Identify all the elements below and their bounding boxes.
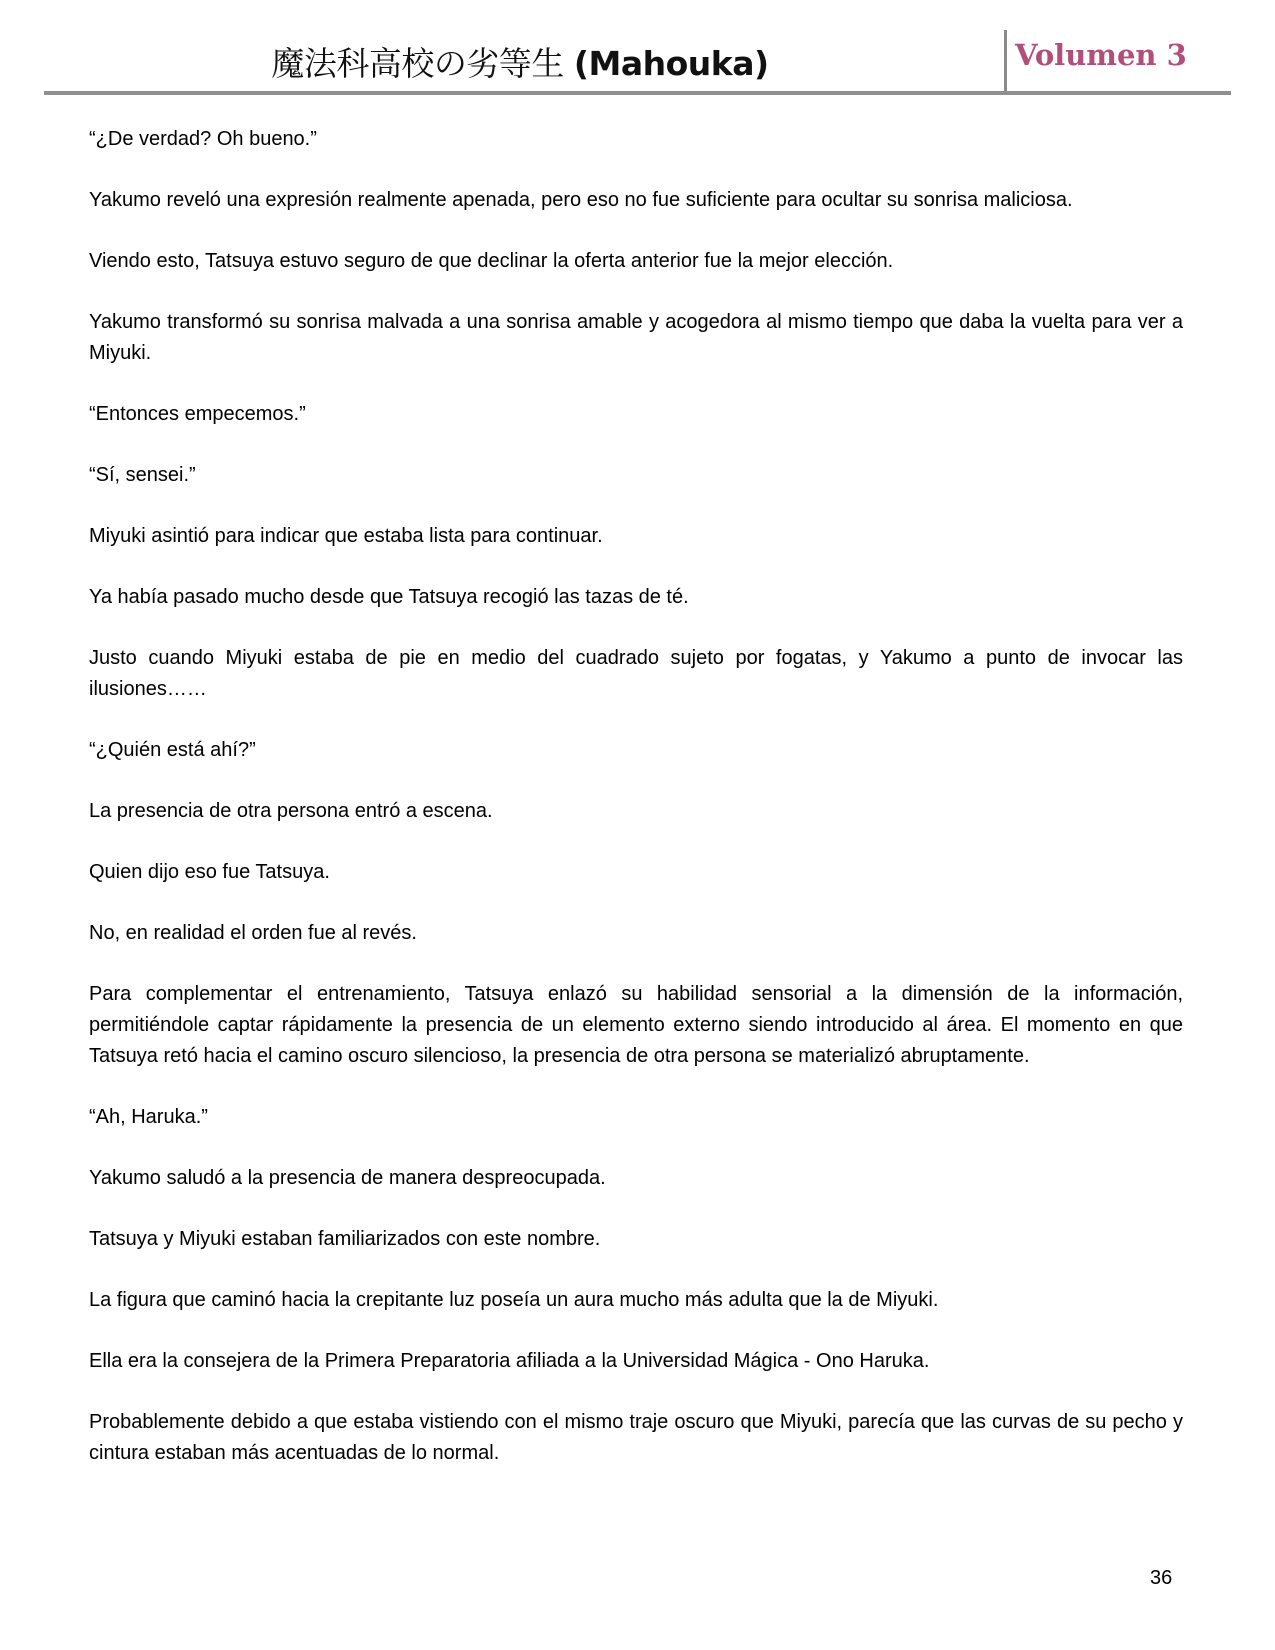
paragraph: Viendo esto, Tatsuya estuvo seguro de que declinar la oferta anterior fue la mejor elección. bbox=[89, 250, 894, 272]
paragraph: Yakumo reveló una expresión realmente apenada, pero eso no fue suficiente para ocultar su sonrisa maliciosa. bbox=[89, 189, 1073, 211]
paragraph: La presencia de otra persona entró a escena. bbox=[89, 800, 493, 822]
paragraph: Miyuki asintió para indicar que estaba lista para continuar. bbox=[89, 525, 603, 547]
paragraph: Quien dijo eso fue Tatsuya. bbox=[89, 861, 330, 883]
header-rule bbox=[44, 91, 1231, 95]
paragraph: Probablemente debido a que estaba vistiendo con el mismo traje oscuro que Miyuki, parecía que las curvas de su pecho y cintura estaban más acentuadas de lo normal. bbox=[89, 1411, 1183, 1464]
page-body bbox=[89, 124, 1183, 1499]
paragraph: Yakumo saludó a la presencia de manera despreocupada. bbox=[89, 1167, 606, 1189]
book-title bbox=[240, 38, 800, 85]
header-divider bbox=[1004, 30, 1007, 92]
paragraph: La figura que caminó hacia la crepitante luz poseía un aura mucho más adulta que la de Miyuki. bbox=[89, 1289, 939, 1311]
paragraph: Ya había pasado mucho desde que Tatsuya recogió las tazas de té. bbox=[89, 586, 689, 608]
paragraph: “Sí, sensei.” bbox=[89, 464, 196, 486]
page-header bbox=[0, 0, 1275, 100]
paragraph: Ella era la consejera de la Primera Preparatoria afiliada a la Universidad Mágica - Ono Haruka. bbox=[89, 1350, 930, 1372]
paragraph: “¿Quién está ahí?” bbox=[89, 739, 256, 761]
paragraph: Para complementar el entrenamiento, Tatsuya enlazó su habilidad sensorial a la dimensión de la información, permitiéndole captar rápidamente la presencia de un elemento externo siendo introducido al área. El momento en que Tatsuya retó hacia el camino oscuro silencioso, la presencia de otra persona se materializó abruptamente. bbox=[89, 983, 1183, 1067]
paragraph: “Entonces empecemos.” bbox=[89, 403, 306, 425]
paragraph: Tatsuya y Miyuki estaban familiarizados con este nombre. bbox=[89, 1228, 601, 1250]
book-title-romaji: (Mahouka) bbox=[573, 44, 769, 83]
paragraph: “¿De verdad? Oh bueno.” bbox=[89, 128, 317, 150]
paragraph: Yakumo transformó su sonrisa malvada a una sonrisa amable y acogedora al mismo tiempo que daba la vuelta para ver a Miyuki. bbox=[89, 311, 1183, 364]
page-number: 36 bbox=[1150, 1567, 1173, 1589]
volume-label: Volumen 3 bbox=[1015, 38, 1187, 72]
book-title-japanese: 魔法科高校の劣等生 bbox=[271, 44, 564, 83]
paragraph: Justo cuando Miyuki estaba de pie en medio del cuadrado sujeto por fogatas, y Yakumo a punto de invocar las ilusiones…… bbox=[89, 647, 1183, 700]
paragraph: No, en realidad el orden fue al revés. bbox=[89, 922, 417, 944]
paragraph: “Ah, Haruka.” bbox=[89, 1106, 208, 1128]
